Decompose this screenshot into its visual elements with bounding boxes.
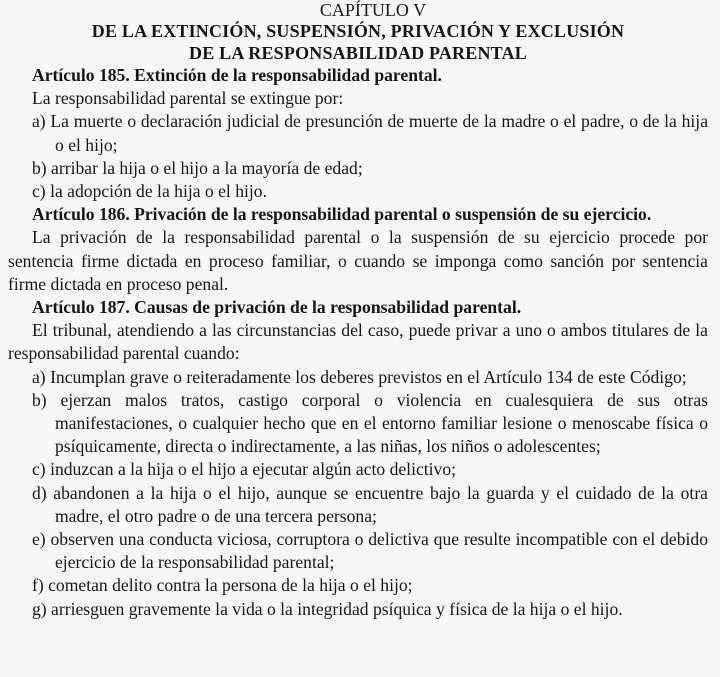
article-187-item-f: f) cometan delito contra la persona de la hija o el hijo; — [32, 575, 413, 596]
document-page — [8, 0, 708, 621]
article-187-intro: El tribunal, atendiendo a las circunstancias del caso, puede privar a uno o ambos titulares de la responsabilidad parental cuando: — [8, 320, 708, 364]
article-187-item-a: a) Incumplan grave o reiteradamente los deberes previstos en el Artículo 134 de este Código; — [32, 366, 687, 387]
article-185-heading: Artículo 185. Extinción de la responsabilidad parental. — [32, 65, 442, 85]
article-187-item-b: b) ejerzan malos tratos, castigo corporal o violencia en cualesquiera de sus otras manifestaciones, o cualquier hecho que en el entorno familiar lesione o menoscabe física o psíquicamente, directa o indirectamente, a las niñas, los niños o adolescentes; — [32, 389, 708, 457]
article-187-item-g: g) arriesguen gravemente la vida o la integridad psíquica y física de la hija o el hijo. — [32, 598, 623, 619]
article-187-item-c: c) induzcan a la hija o el hijo a ejecutar algún acto delictivo; — [32, 459, 457, 480]
chapter-title-line-2: DE LA RESPONSABILIDAD PARENTAL — [189, 43, 527, 63]
article-185-item-b: b) arribar la hija o el hijo a la mayoría de edad; — [32, 157, 363, 178]
article-185-intro: La responsabilidad parental se extingue por: — [32, 88, 344, 109]
article-187-heading: Artículo 187. Causas de privación de la responsabilidad parental. — [32, 297, 522, 318]
chapter-label: CAPÍTULO V — [319, 0, 427, 20]
article-185-item-a: a) La muerte o declaración judicial de presunción de muerte de la madre o el padre, o de la hija o el hijo; — [32, 111, 708, 155]
article-186-heading: Artículo 186. Privación de la responsabilidad parental o suspensión de su ejercicio. — [32, 204, 652, 225]
article-185-item-c: c) la adopción de la hija o el hijo. — [32, 181, 267, 202]
article-186-body: La privación de la responsabilidad parental o la suspensión de su ejercicio procede por sentencia firme dictada en proceso familiar, o cuando se imponga como sanción por sentencia firme dictada en proceso penal. — [8, 227, 708, 294]
article-187-item-e: e) observen una conducta viciosa, corruptora o delictiva que resulte incompatible con el debido ejercicio de la responsabilidad parental; — [32, 529, 708, 573]
article-187-item-d: d) abandonen a la hija o el hijo, aunque se encuentre bajo la guarda y el cuidado de la otra madre, el otro padre o de una tercera persona; — [32, 482, 708, 526]
chapter-title-line-1: DE LA EXTINCIÓN, SUSPENSIÓN, PRIVACIÓN Y EXCLUSIÓN — [91, 21, 625, 41]
